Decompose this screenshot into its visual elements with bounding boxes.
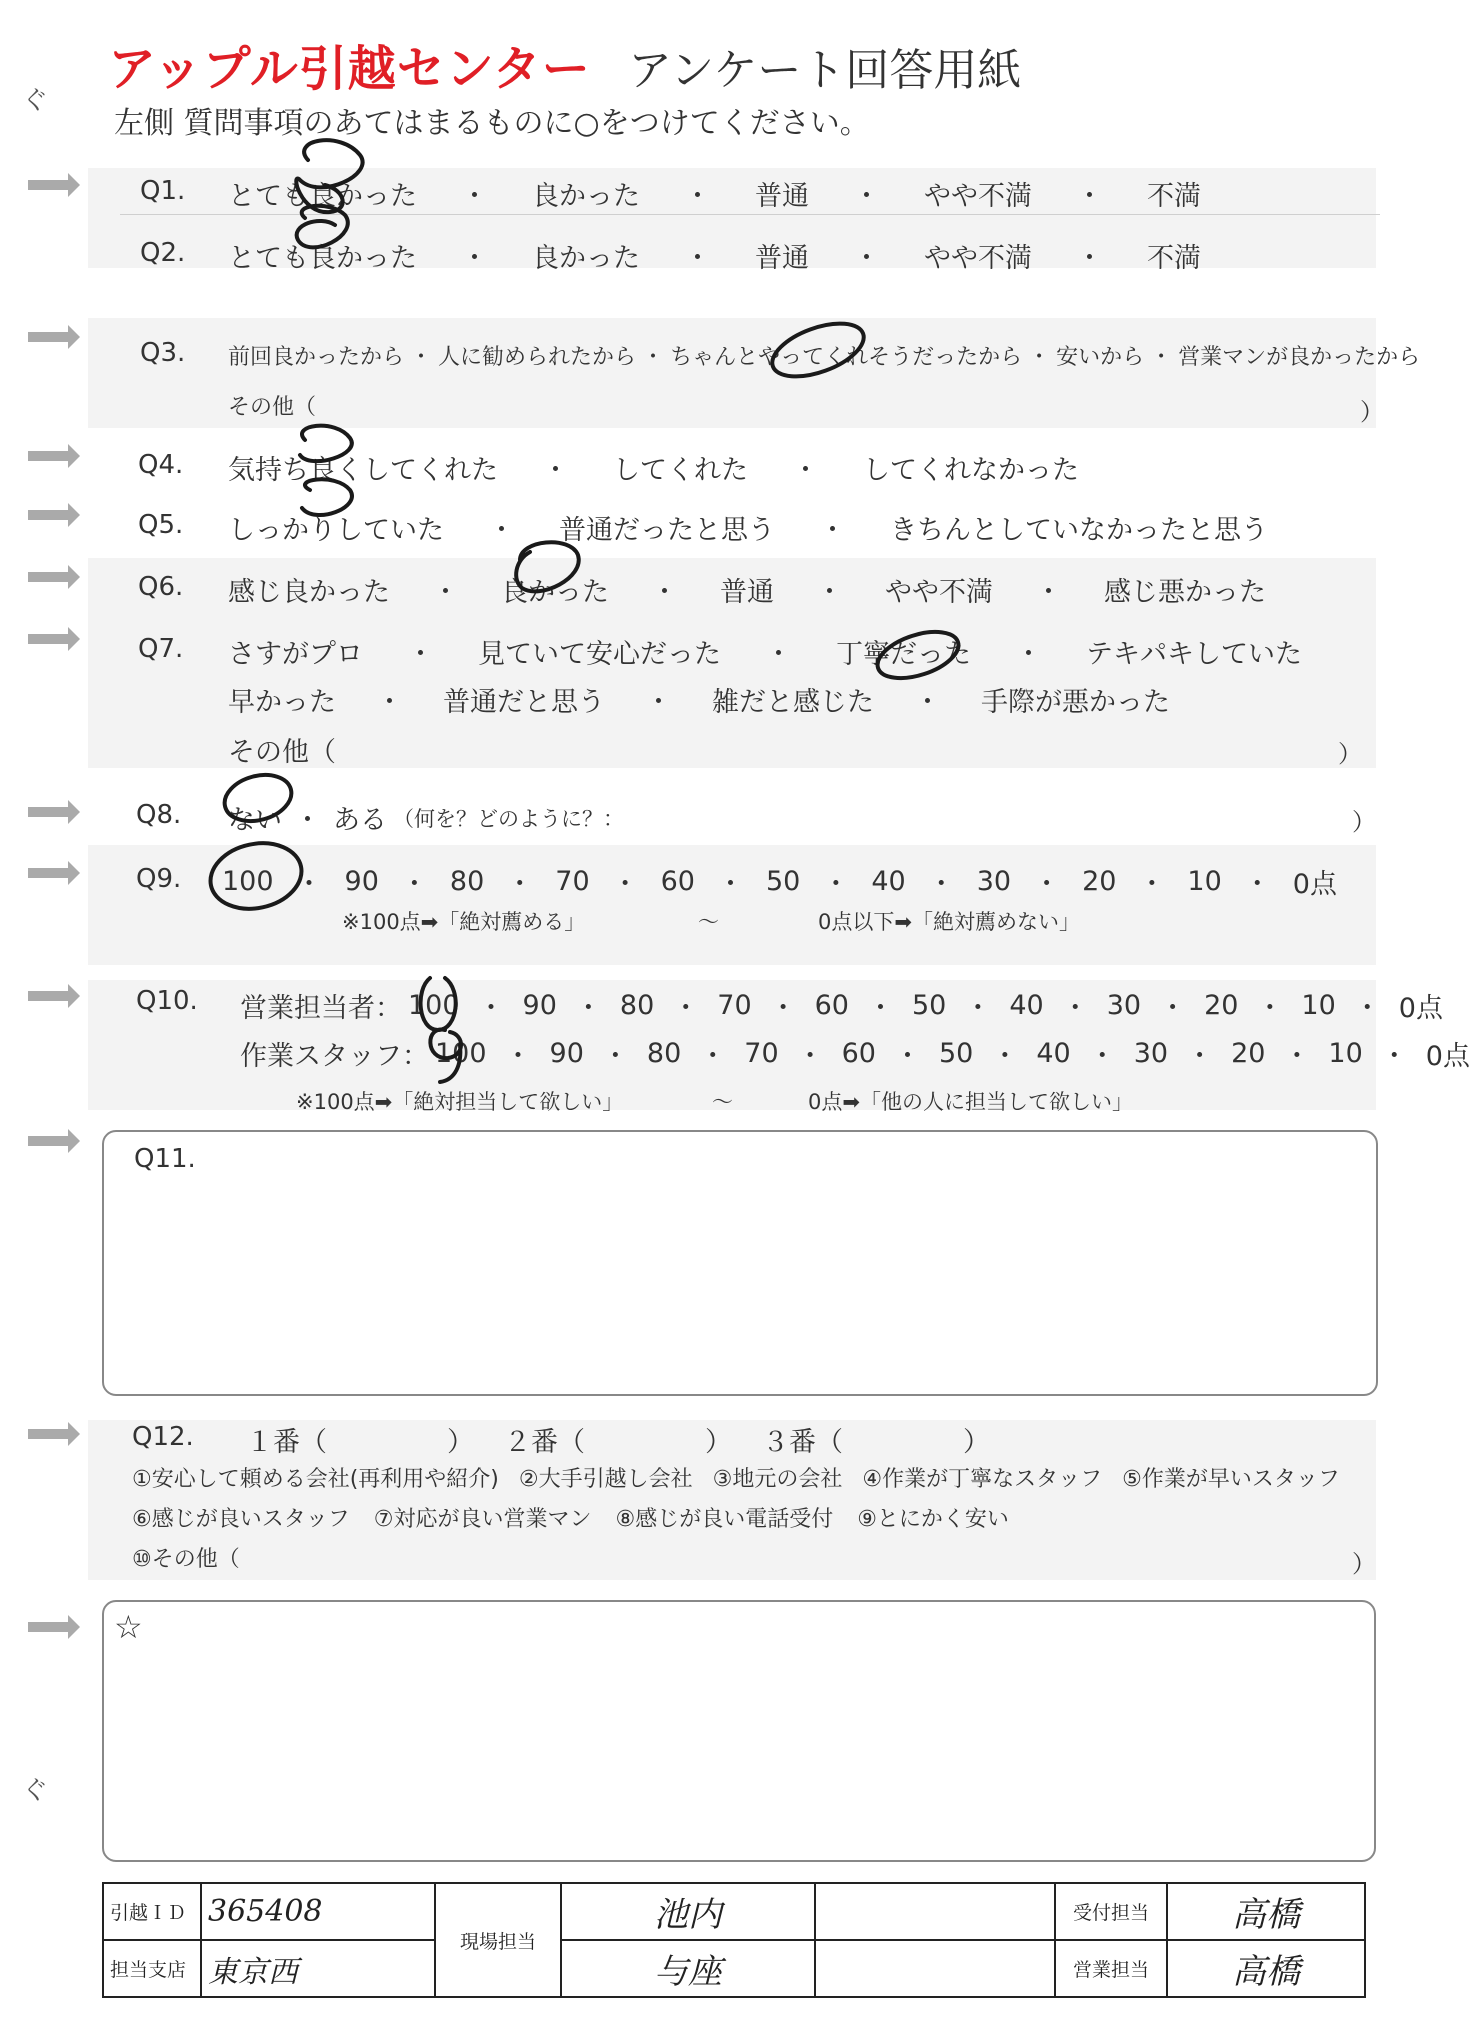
q3-option[interactable]: 前回良かったから xyxy=(228,345,405,370)
arrow-icon xyxy=(28,627,80,651)
q9-score[interactable]: 90 xyxy=(344,866,379,897)
margin-mark: ぐ xyxy=(22,86,49,116)
q1-option[interactable]: とても良かった xyxy=(228,181,417,212)
arrow-icon xyxy=(28,173,80,197)
q10-label: Q10. xyxy=(136,986,198,1016)
q2-option[interactable]: とても良かった xyxy=(228,243,417,274)
q7-options-line2: 早かった ・ 普通だと思う ・ 雑だと感じた ・ 手際が悪かった xyxy=(228,680,1170,719)
arrow-icon xyxy=(28,1422,80,1446)
branch-value: 東京西 xyxy=(201,1940,435,1997)
q11-comment-box[interactable] xyxy=(102,1130,1378,1396)
q10-sales-score[interactable]: 50 xyxy=(911,990,947,1021)
q1-label: Q1. xyxy=(140,176,186,206)
arrow-icon xyxy=(28,800,80,824)
q9-score[interactable]: 80 xyxy=(449,866,485,897)
q12-rank3[interactable]: ３番（ xyxy=(762,1427,843,1458)
arrow-icon xyxy=(28,1615,80,1639)
q10-staff-score[interactable]: 90 xyxy=(549,1038,584,1069)
q3-other[interactable]: その他（ xyxy=(228,395,317,420)
q2-option[interactable]: 普通 xyxy=(755,243,809,274)
q7-option[interactable]: 見ていて安心だった xyxy=(478,639,721,670)
q1-option[interactable]: 不満 xyxy=(1147,181,1201,212)
reception-label: 受付担当 xyxy=(1055,1883,1167,1940)
q1-option[interactable]: やや不満 xyxy=(924,181,1032,212)
star-icon: ☆ xyxy=(114,1608,143,1646)
q11-label: Q11. xyxy=(134,1144,196,1174)
q3-options: 前回良かったから ・ 人に勧められたから ・ ちゃんとやってくれそうだったから ・ 安いから ・ 営業マンが良かったから xyxy=(228,340,1420,371)
q10-staff-score[interactable]: 100 xyxy=(435,1038,487,1069)
q8-options: ない ・ ある （何を？どのように？： xyxy=(228,798,624,837)
q2-options: とても良かった ・ 良かった ・ 普通 ・ やや不満 ・ 不満 xyxy=(228,236,1201,275)
q10-note-right: 0点➡「他の人に担当して欲しい」 xyxy=(808,1090,1133,1114)
staff-info-table xyxy=(102,1882,1366,1998)
q2-label: Q2. xyxy=(140,238,186,268)
q4-option[interactable]: 気持ち良くしてくれた xyxy=(228,455,498,486)
q12-choice: ⑥感じが良いスタッフ xyxy=(132,1507,350,1532)
q10-note-left: ※100点➡「絶対担当して欲しい」 xyxy=(296,1090,624,1114)
q9-label: Q9. xyxy=(136,864,182,894)
q10-sales-score[interactable]: 0点 xyxy=(1398,993,1443,1024)
q9-score[interactable]: 0点 xyxy=(1292,869,1337,900)
q12-label: Q12. xyxy=(132,1422,194,1452)
divider xyxy=(120,214,1380,215)
sales-label: 営業担当 xyxy=(1055,1940,1167,1997)
q5-option[interactable]: しっかりしていた xyxy=(228,515,444,546)
q2-option[interactable]: やや不満 xyxy=(924,243,1032,274)
q4-options: 気持ち良くしてくれた ・ してくれた ・ してくれなかった xyxy=(228,448,1079,487)
q7-option[interactable]: 早かった xyxy=(228,687,336,718)
q8-option[interactable]: ある xyxy=(333,805,387,836)
q12-choice: ①安心して頼める会社(再利用や紹介) xyxy=(132,1467,499,1492)
survey-title: アンケート回答用紙 xyxy=(628,45,1022,96)
reception-value: 高橋 xyxy=(1167,1883,1365,1940)
q10-sales-score[interactable]: 90 xyxy=(522,990,557,1021)
q6-option[interactable]: 普通 xyxy=(720,577,774,608)
q9-score[interactable]: 30 xyxy=(976,866,1012,897)
q7-option[interactable]: 雑だと感じた xyxy=(712,687,874,718)
q1-options: とても良かった ・ 良かった ・ 普通 ・ やや不満 ・ 不満 xyxy=(228,174,1201,213)
q7-other[interactable]: その他（ xyxy=(228,737,336,768)
q12-other[interactable]: ⑩その他（ xyxy=(132,1547,240,1572)
q8-option[interactable]: ない xyxy=(228,805,282,836)
q3-option[interactable]: ちゃんとやってくれそうだったから xyxy=(670,345,1023,370)
site-staff-extra xyxy=(815,1883,1055,1940)
q7-option[interactable]: 手際が悪かった xyxy=(981,687,1170,718)
q8-detail[interactable]: （何を？どのように？： xyxy=(393,806,624,831)
q10-sales-score[interactable]: 40 xyxy=(1009,990,1044,1021)
q4-label: Q4. xyxy=(138,450,184,480)
company-logo-text: アップル引越センター xyxy=(108,41,591,97)
site-staff-label: 現場担当 xyxy=(435,1883,561,1997)
q12-rank-row: １番（ ） ２番（ ） ３番（ ） xyxy=(246,1420,990,1459)
q9-note-mid: 〜 xyxy=(698,910,719,934)
q12-choice: ③地元の会社 xyxy=(712,1467,843,1492)
q3-label: Q3. xyxy=(140,338,186,368)
q5-options: しっかりしていた ・ 普通だったと思う ・ きちんとしていなかったと思う xyxy=(228,508,1268,547)
q9-score[interactable]: 70 xyxy=(555,866,590,897)
q6-option[interactable]: 感じ悪かった xyxy=(1104,577,1266,608)
q9-score[interactable]: 20 xyxy=(1082,866,1117,897)
arrow-icon xyxy=(28,1129,80,1153)
q3-option[interactable]: 安いから xyxy=(1056,345,1145,370)
q12-choice: ④作業が丁寧なスタッフ xyxy=(862,1467,1103,1492)
sales-value: 高橋 xyxy=(1167,1940,1365,1997)
q1-option[interactable]: 普通 xyxy=(755,181,809,212)
q6-option[interactable]: 感じ良かった xyxy=(228,577,390,608)
q10-staff-score[interactable]: 40 xyxy=(1036,1038,1071,1069)
q7-option[interactable]: さすがプロ xyxy=(228,639,363,670)
q1-option[interactable]: 良かった xyxy=(532,181,640,212)
q12-choice: ⑨とにかく安い xyxy=(857,1507,1009,1532)
q7-options-line1: さすがプロ ・ 見ていて安心だった ・ 丁寧だった ・ テキパキしていた xyxy=(228,632,1302,671)
q5-option[interactable]: きちんとしていなかったと思う xyxy=(890,515,1268,546)
q10-staff-score[interactable]: 0点 xyxy=(1425,1041,1470,1072)
q6-option[interactable]: やや不満 xyxy=(885,577,993,608)
q10-staff-score[interactable]: 30 xyxy=(1133,1038,1169,1069)
q2-option[interactable]: 良かった xyxy=(532,243,640,274)
site-staff-1: 池内 xyxy=(561,1883,815,1940)
q9-score[interactable]: 40 xyxy=(871,866,906,897)
arrow-icon xyxy=(28,325,80,349)
q10-sales-score[interactable]: 80 xyxy=(619,990,655,1021)
q7-option[interactable]: テキパキしていた xyxy=(1086,639,1302,670)
q10-sales-label: 営業担当者： xyxy=(240,993,402,1024)
q9-score[interactable]: 100 xyxy=(222,866,274,897)
q7-option[interactable]: 普通だと思う xyxy=(443,687,605,718)
free-comment-box[interactable] xyxy=(102,1600,1376,1862)
q12-choice: ⑦対応が良い営業マン xyxy=(373,1507,592,1532)
arrow-icon xyxy=(28,444,80,468)
move-id-label: 引越ＩＤ xyxy=(103,1883,201,1940)
q12-choice: ⑤作業が早いスタッフ xyxy=(1122,1467,1340,1492)
q10-note-mid: 〜 xyxy=(712,1090,733,1114)
q12-rank1[interactable]: １番（ xyxy=(246,1427,327,1458)
arrow-icon xyxy=(28,861,80,885)
q12-rank2[interactable]: ２番（ xyxy=(504,1427,585,1458)
q9-score[interactable]: 60 xyxy=(660,866,695,897)
q12-choices-line1 xyxy=(132,1462,1340,1493)
q6-label: Q6. xyxy=(138,572,184,602)
q2-option[interactable]: 不満 xyxy=(1147,243,1201,274)
q10-sales-score[interactable]: 60 xyxy=(814,990,849,1021)
q10-sales-row: 営業担当者： 100 ・ 90 ・ 80 ・ 70 ・ 60 ・ 50 ・ 40 ・ 30 ・ 20 ・ 10 ・ 0点 xyxy=(240,986,1443,1025)
q7-option[interactable]: 丁寧だった xyxy=(836,639,971,670)
q10-sales-score[interactable]: 10 xyxy=(1301,990,1336,1021)
q6-options: 感じ良かった ・ 良かった ・ 普通 ・ やや不満 ・ 感じ悪かった xyxy=(228,570,1266,609)
q10-staff-label: 作業スタッフ： xyxy=(240,1041,429,1072)
q7-label: Q7. xyxy=(138,634,184,664)
arrow-icon xyxy=(28,565,80,589)
q9-score[interactable]: 50 xyxy=(765,866,801,897)
q10-sales-score[interactable]: 20 xyxy=(1204,990,1239,1021)
q12-choice: ②大手引越し会社 xyxy=(518,1467,693,1492)
arrow-icon xyxy=(28,503,80,527)
q3-option[interactable]: 人に勧められたから xyxy=(438,345,637,370)
q5-label: Q5. xyxy=(138,510,184,540)
q10-staff-score[interactable]: 70 xyxy=(744,1038,779,1069)
q9-note-left: ※100点➡「絶対薦める」 xyxy=(342,910,586,934)
q8-label: Q8. xyxy=(136,800,182,830)
site-staff-2: 与座 xyxy=(561,1940,815,1997)
q4-option[interactable]: してくれた xyxy=(613,455,748,486)
move-id-value: 365408 xyxy=(201,1883,435,1940)
q12-choices-line2 xyxy=(132,1502,1009,1533)
q10-staff-score[interactable]: 60 xyxy=(841,1038,876,1069)
branch-label: 担当支店 xyxy=(103,1940,201,1997)
q10-staff-row: 作業スタッフ： 100 ・ 90 ・ 80 ・ 70 ・ 60 ・ 50 ・ 40 ・ 30 ・ 20 ・ 10 ・ 0点 xyxy=(240,1034,1470,1073)
q3-option[interactable]: 営業マンが良かったから xyxy=(1178,345,1421,370)
q10-sales-score[interactable]: 100 xyxy=(408,990,460,1021)
margin-mark: ぐ xyxy=(22,1776,49,1806)
q10-sales-score[interactable]: 30 xyxy=(1106,990,1142,1021)
q6-option[interactable]: 良かった xyxy=(501,577,609,608)
q10-staff-score[interactable]: 50 xyxy=(938,1038,974,1069)
q9-note-right: 0点以下➡「絶対薦めない」 xyxy=(818,910,1080,934)
q12-choice: ⑧感じが良い電話受付 xyxy=(615,1507,834,1532)
q10-staff-score[interactable]: 10 xyxy=(1328,1038,1363,1069)
q9-scores: 100 ・ 90 ・ 80 ・ 70 ・ 60 ・ 50 ・ 40 ・ 30 ・ 20 ・ 10 ・ 0点 xyxy=(222,862,1337,901)
q10-staff-score[interactable]: 80 xyxy=(646,1038,682,1069)
site-staff-extra xyxy=(815,1940,1055,1997)
q10-sales-score[interactable]: 70 xyxy=(717,990,752,1021)
q5-option[interactable]: 普通だったと思う xyxy=(559,515,775,546)
survey-instruction: 左側 質問事項のあてはまるものに○をつけてください。 xyxy=(114,106,870,141)
arrow-icon xyxy=(28,984,80,1008)
q10-staff-score[interactable]: 20 xyxy=(1231,1038,1266,1069)
q9-score[interactable]: 10 xyxy=(1187,866,1222,897)
q4-option[interactable]: してくれなかった xyxy=(863,455,1079,486)
